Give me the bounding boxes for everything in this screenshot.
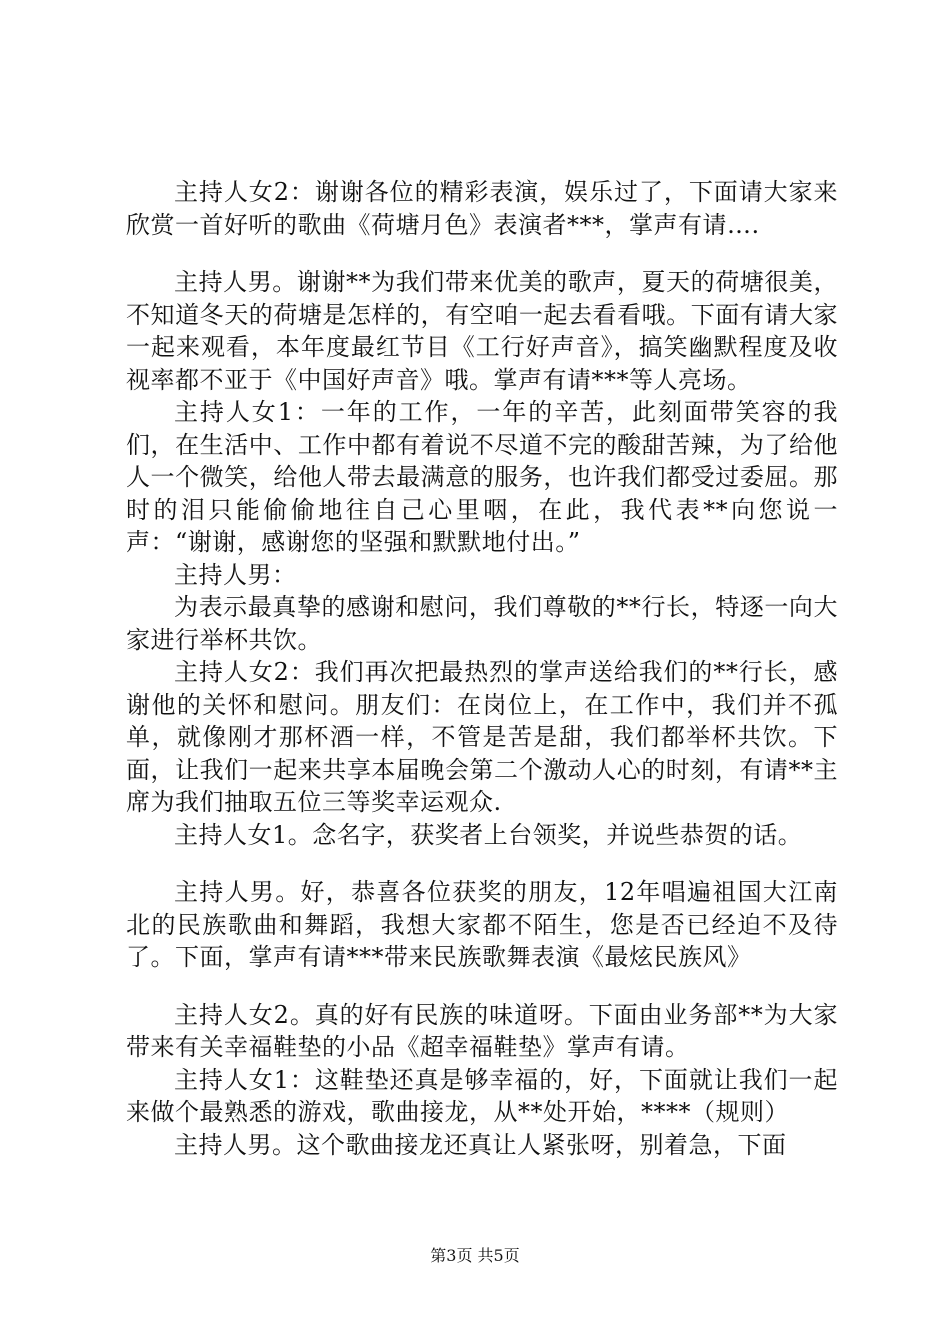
- paragraph-host-female-2-thanks: 主持人女2：谢谢各位的精彩表演，娱乐过了，下面请大家来欣赏一首好听的歌曲《荷塘月色》表演者***，掌声有请….: [126, 178, 838, 239]
- paragraph-host-male-dance: 主持人男。好，恭喜各位获奖的朋友，12年唱遍祖国大江南北的民族歌曲和舞蹈，我想大家都不陌生，您是否已经迫不及待了。下面，掌声有请***带来民族歌舞表演《最炫民族风》: [126, 878, 838, 971]
- paragraph-host-male-continue: 主持人男。这个歌曲接龙还真让人紧张呀，别着急，下面: [174, 1130, 787, 1159]
- paragraph-host-female-1-thanks: 主持人女1：一年的工作，一年的辛苦，此刻面带笑容的我们，在生活中、工作中都有着说不尽道不完的酸甜苦辣，为了给他人一个微笑，给他人带去最满意的服务，也许我们都受过委屈。那时的泪只能偷偷地往自己心里咽，在此，我代表**向您说一声：“谢谢，感谢您的坚强和默默地付出。”: [126, 398, 838, 556]
- page-footer: [0, 1246, 950, 1266]
- paragraph-host-male-song: 主持人男。谢谢**为我们带来优美的歌声，夏天的荷塘很美，不知道冬天的荷塘是怎样的，有空咱一起去看看哦。下面有请大家一起来观看，本年度最红节目《工行好声音》，搞笑幽默程度及收视率都不亚于《中国好声音》哦。掌声有请***等人亮场。: [126, 268, 838, 394]
- paragraph-host-male-label: 主持人男：: [174, 560, 297, 589]
- paragraph-host-female-2-skit: 主持人女2。真的好有民族的味道呀。下面由业务部**为大家带来有关幸福鞋垫的小品《超幸福鞋垫》掌声有请。: [126, 1000, 838, 1061]
- page-number: 第3页 共5页: [430, 1246, 520, 1265]
- paragraph-host-female-2-lottery: 主持人女2：我们再次把最热烈的掌声送给我们的**行长，感谢他的关怀和慰问。朋友们：在岗位上，在工作中，我们并不孤单，就像刚才那杯酒一样，不管是苦是甜，我们都举杯共饮。下面，让我们一起来共享本届晚会第二个激动人心的时刻，有请**主席为我们抽取五位三等奖幸运观众.: [126, 658, 838, 816]
- paragraph-host-female-1-names: 主持人女1。念名字，获奖者上台领奖，并说些恭贺的话。: [174, 820, 803, 849]
- paragraph-host-female-1-game: 主持人女1：这鞋垫还真是够幸福的，好，下面就让我们一起来做个最熟悉的游戏，歌曲接龙，从**处开始，****（规则）: [126, 1065, 838, 1126]
- document-body: [126, 176, 838, 1161]
- paragraph-toast: 为表示最真挚的感谢和慰问，我们尊敬的**行长，特逐一向大家进行举杯共饮。: [126, 593, 838, 654]
